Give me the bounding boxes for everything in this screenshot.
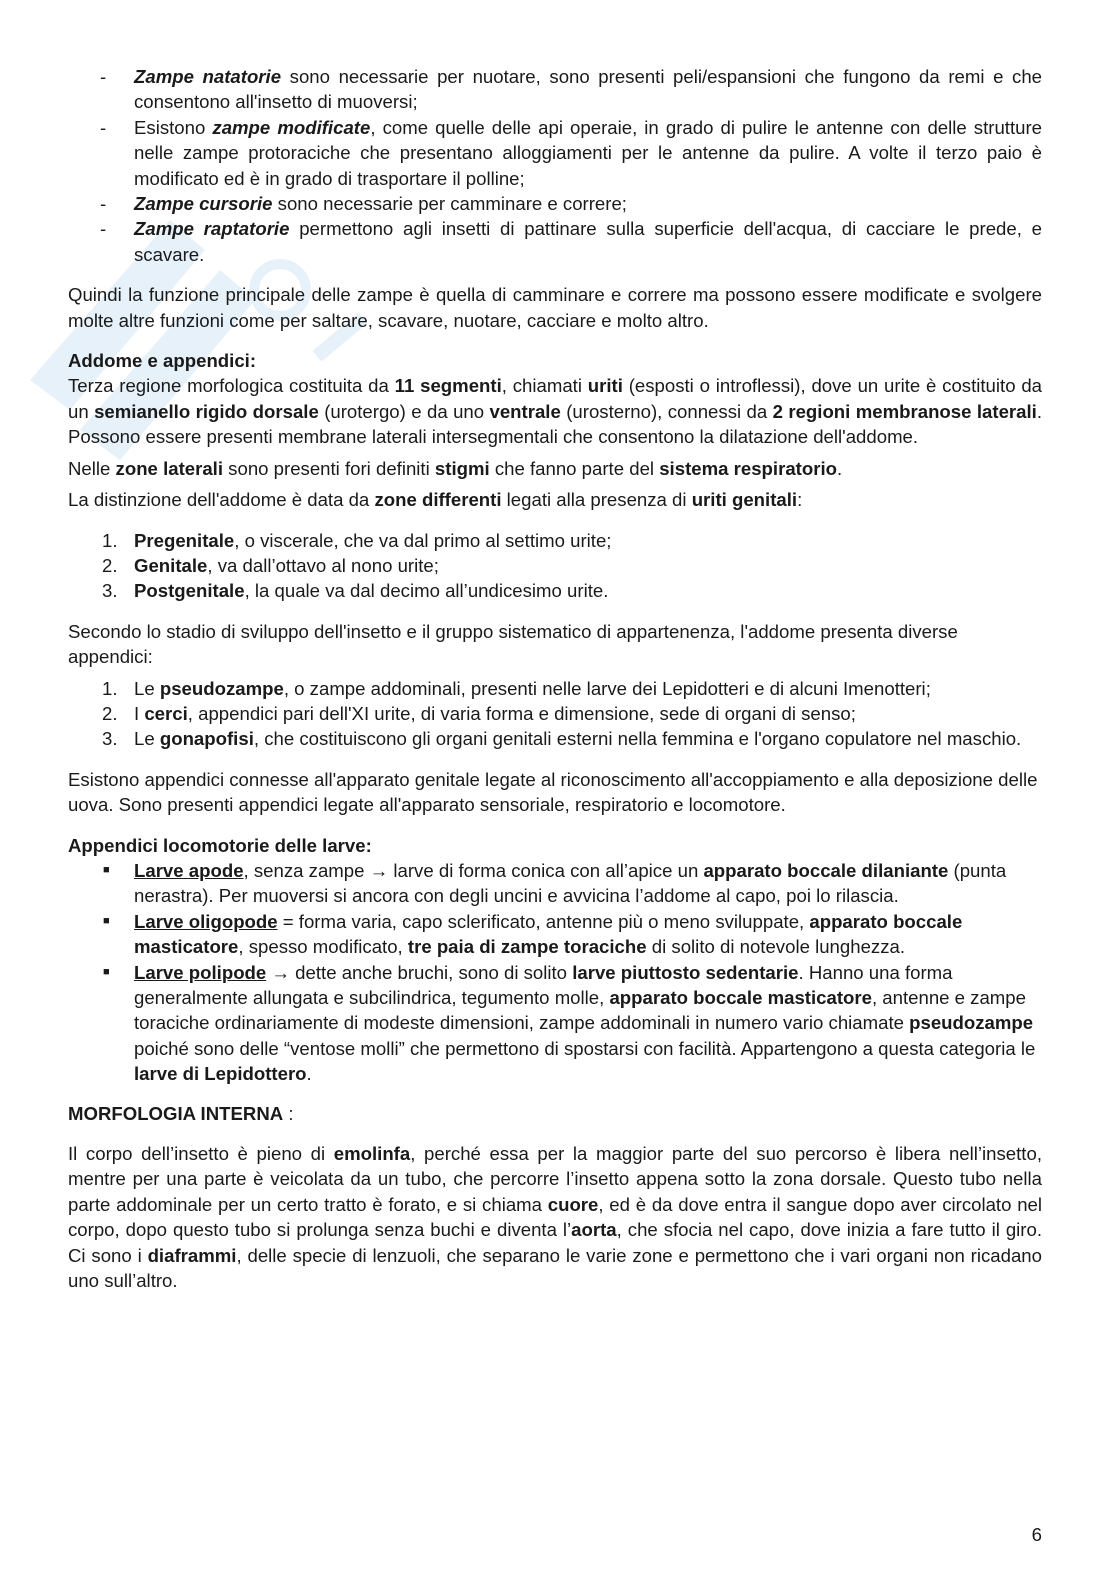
list-item: ■ Larve polipode → dette anche bruchi, sono di solito larve piuttosto sedentarie. Hanno una forma generalmente allungata e subcilindrica, tegumento molle, apparato boccale masticatore, antenne e zampe toraciche ordinariamente di modeste dimensioni, zampe addominali in numero vario chiamate pseudozampe poiché sono delle “ventose molli” che permettono di spostarsi con facilità. Appartengono a questa categoria le larve di Lepidottero. — [103, 961, 1036, 1085]
text-run: : — [797, 489, 803, 511]
addome-paragraph-5: Esistono appendici connesse all'apparato genitale legate al riconoscimento all'accoppiamento e alla deposizione delle uova. Sono presenti appendici legate all'apparato sensoriale, respiratorio e locomotore. — [68, 768, 1038, 816]
bold-term: apparato boccale dilaniante — [703, 859, 949, 881]
bold-term: sistema respiratorio — [659, 457, 837, 479]
text-run: , ed è da dove entra il sangue dopo aver circolato nel corpo, dopo questo tubo si prolunga senza buchi e diventa l’ — [68, 1193, 1043, 1241]
text-run: . — [836, 457, 843, 479]
text-run: Il corpo dell’insetto è pieno di — [68, 1143, 334, 1165]
legs-summary: Quindi la funzione principale delle zampe è quella di camminare e correre ma possono essere modificate e svolgere molte altre funzioni come per saltare, scavare, nuotare, cacciare e molto altro. — [68, 284, 1042, 331]
text-run: , spesso modificato, — [238, 936, 408, 958]
list-item: - Esistono zampe modificate, come quelle delle api operaie, in grado di pulire le antenne con delle strutture nelle zampe protoraciche che presentano alloggiamenti per le antenne da pulire. A volte il terzo paio è modificato ed è in grado di trasportare il polline; — [100, 116, 1042, 189]
text-run: , che sfocia nel capo, dove inizia a fare tutto il giro. Ci sono i — [68, 1219, 1042, 1266]
text-run: Nelle — [68, 457, 116, 479]
text-run: (urotergo) e da uno — [318, 400, 490, 422]
bold-term: zone differenti — [374, 489, 502, 511]
list-item: - Zampe natatorie sono necessarie per nuotare, sono presenti peli/espansioni che fungono da remi e che consentono all'insetto di muoversi; — [100, 66, 1042, 113]
text-run: sono presenti fori definiti — [223, 457, 435, 479]
list-item: 2. I cerci, appendici pari dell'XI urite, di varia forma e dimensione, sede di organi di senso; — [102, 702, 856, 724]
text-run: Terza regione morfologica costituita da — [68, 375, 395, 397]
list-item: 1. Le pseudozampe, o zampe addominali, presenti nelle larve dei Lepidotteri e di alcuni Imenotteri; — [102, 677, 931, 699]
bold-term: pseudozampe — [909, 1012, 1034, 1034]
addome-paragraph-1 — [68, 373, 1042, 449]
addome-paragraph-3 — [68, 487, 1042, 512]
text-run: di solito di notevole lunghezza. — [646, 936, 906, 958]
bold-term: aorta — [571, 1219, 617, 1241]
list-item: 1. Pregenitale, o viscerale, che va dal primo al settimo urite; — [102, 529, 612, 551]
text-run: → dette anche bruchi, sono di solito — [266, 961, 573, 983]
larve-list — [68, 858, 1042, 1087]
bold-term: uriti — [587, 375, 623, 397]
bold-term: apparato boccale masticatore — [609, 987, 872, 1008]
document-page — [68, 64, 1042, 1293]
bold-term: 2 regioni membranose laterali — [772, 400, 1037, 422]
text-run: poiché sono delle “ventose molli” che permettono di spostarsi con facilità. Appartengono a questa categoria le — [134, 1037, 1036, 1059]
page-number: 6 — [1031, 1524, 1042, 1545]
text-run: , senza zampe → larve di forma conica con all’apice un — [243, 859, 704, 881]
list-item: - Zampe raptatorie permettono agli insetti di pattinare sulla superficie dell'acqua, di cacciare le prede, e scavare. — [100, 218, 1042, 265]
zones-list — [68, 528, 1042, 604]
addome-paragraph-2 — [68, 456, 1042, 481]
legs-list — [68, 64, 1042, 267]
text-run: che fanno parte del — [489, 457, 660, 479]
bold-term: ventrale — [489, 400, 561, 422]
list-item: ■ Larve apode, senza zampe → larve di forma conica con all’apice un apparato boccale dilaniante (punta nerastra). Per muoversi si ancora con degli uncini e avvicina l’addome al capo, poi lo rilascia. — [103, 859, 1007, 907]
bold-term: larve di Lepidottero — [134, 1063, 307, 1085]
bold-term: apparato boccale masticatore — [134, 910, 963, 958]
list-item: 2. Genitale, va dall’ottavo al nono urite; — [102, 554, 439, 576]
bold-term: emolinfa — [333, 1143, 411, 1165]
list-item: 3. Le gonapofisi, che costituiscono gli organi genitali esterni nella femmina e l'organo copulatore nel maschio. — [102, 728, 1022, 750]
text-run: . Hanno una forma generalmente allungata e subcilindrica, tegumento molle, — [134, 961, 953, 1008]
underlined-term: Larve oligopode — [134, 910, 278, 932]
text-run: . Possono essere presenti membrane laterali intersegmentali che consentono la dilatazione dell'addome. — [68, 400, 1042, 448]
appendici-list — [68, 676, 1042, 752]
text-run: , perché essa per la maggior parte del suo percorso è libera nell’insetto, mentre per una parte è veicolata da un tubo, che percorre l’insetto appena sotto la zona dorsale. Questo tubo nella parte addominale per un certo tratto è forato, e si chiama — [68, 1143, 1042, 1215]
list-item: ■ Larve oligopode = forma varia, capo sclerificato, antenne più o meno sviluppate, apparato boccale masticatore, spesso modificato, tre paia di zampe toraciche di solito di notevole lunghezza. — [103, 910, 963, 958]
text-run: . — [306, 1063, 312, 1085]
text-run: = forma varia, capo sclerificato, antenne più o meno sviluppate, — [277, 910, 810, 932]
text-run: (punta nerastra). Per muoversi si ancora con degli uncini e avvicina l’addome al capo, poi lo rilascia. — [134, 859, 1007, 907]
text-run: legati alla presenza di — [501, 489, 692, 511]
section-heading-addome: Addome e appendici: — [68, 350, 257, 372]
section-heading-interna: MORFOLOGIA INTERNA : — [68, 1102, 294, 1124]
bold-term: semianello rigido dorsale — [94, 400, 319, 422]
text-run: , delle specie di lenzuoli, che separano le varie zone e permettono che i vari organi non ricadano uno sull’altro. — [68, 1244, 1042, 1292]
list-item: 3. Postgenitale, la quale va dal decimo all’undicesimo urite. — [102, 580, 609, 602]
bold-term: cuore — [547, 1193, 599, 1215]
underlined-term: Larve polipode — [134, 961, 267, 983]
section-heading-larve: Appendici locomotorie delle larve: — [68, 834, 372, 856]
text-run: , antenne e zampe toraciche ordinariamente di modeste dimensioni, zampe addominali in numero vario chiamate — [134, 987, 1026, 1034]
text-run: La distinzione dell'addome è data da — [68, 489, 375, 511]
bold-term: uriti genitali — [691, 489, 798, 511]
text-run: (esposti o introflessi), dove un urite è costituito da un — [68, 375, 1043, 422]
bold-term: zone laterali — [115, 457, 224, 479]
bold-term: tre paia di zampe toraciche — [407, 936, 647, 958]
bold-term: diaframmi — [147, 1244, 237, 1266]
text-run: , chiamati — [501, 375, 588, 397]
text-run: (urosterno), connessi da — [560, 400, 773, 422]
interna-paragraph — [68, 1141, 1042, 1293]
bold-term: 11 segmenti — [394, 375, 502, 397]
bold-term: stigmi — [434, 457, 490, 479]
addome-paragraph-4: Secondo lo stadio di sviluppo dell'insetto e il gruppo sistematico di appartenenza, l'addome presenta diverse appendici: — [68, 620, 958, 668]
underlined-term: Larve apode — [134, 859, 244, 881]
bold-term: larve piuttosto sedentarie — [572, 961, 799, 983]
list-item: - Zampe cursorie sono necessarie per camminare e correre; — [100, 193, 627, 215]
